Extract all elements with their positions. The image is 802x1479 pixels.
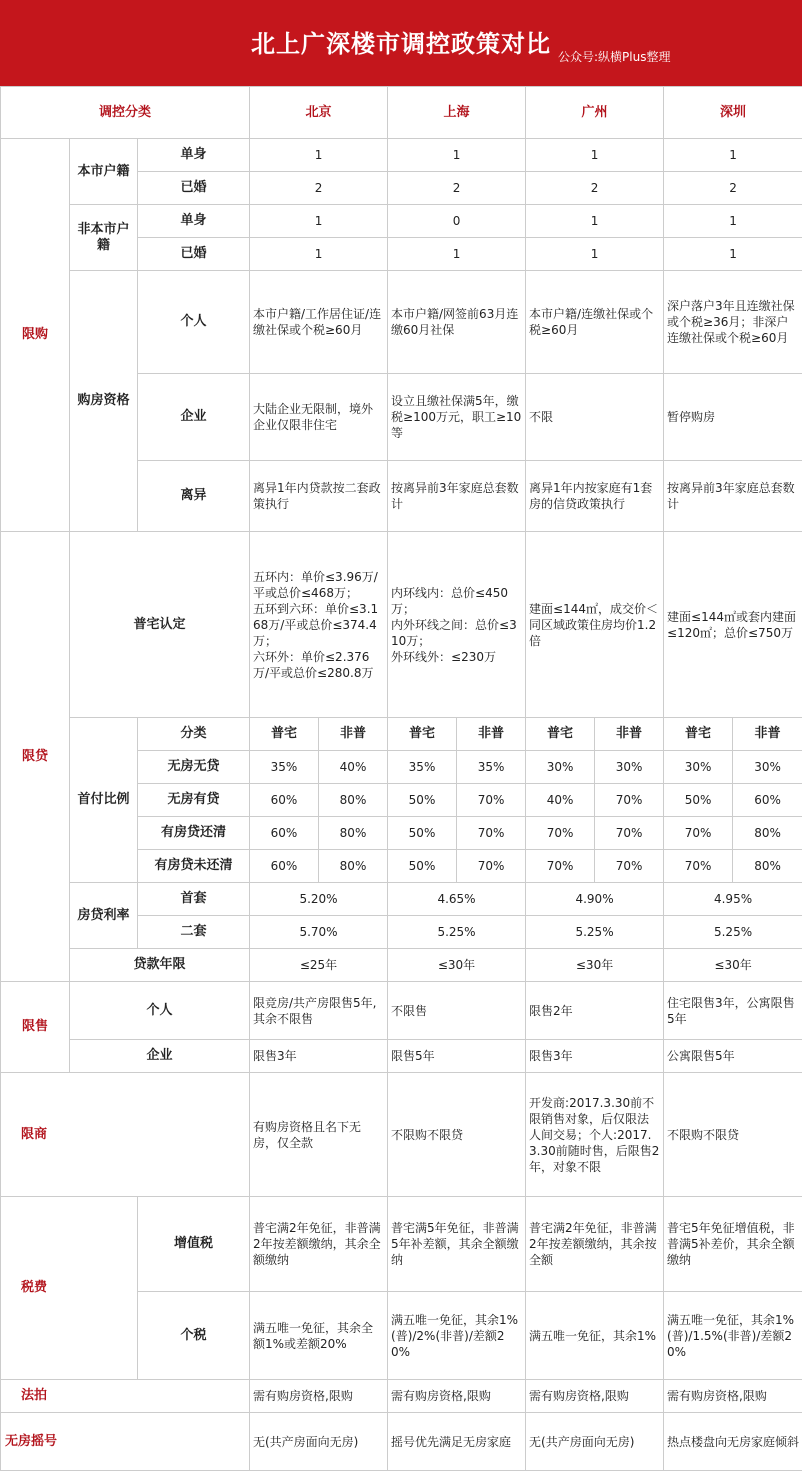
table-cell: 60% (250, 784, 319, 817)
table-cell: 30% (526, 751, 595, 784)
table-cell: 需有购房资格,限购 (664, 1380, 802, 1413)
section-label-judicial-auction: 法拍 (1, 1380, 250, 1413)
row-label: 已婚 (138, 172, 250, 205)
table-cell: 35% (250, 751, 319, 784)
table-cell: 60% (250, 817, 319, 850)
table-cell: 4.90% (526, 883, 664, 916)
source-credit: 公众号:纵横Plus整理 (558, 50, 671, 64)
table-cell: 70% (664, 817, 733, 850)
section-label-commercial-limit: 限商 (1, 1073, 250, 1197)
table-cell: 70% (457, 817, 526, 850)
row-label: 单身 (138, 205, 250, 238)
table-cell: 1 (664, 205, 802, 238)
table-cell: 70% (664, 850, 733, 883)
section-label-loan-limit: 限贷 (1, 532, 70, 982)
table-cell: 摇号优先满足无房家庭 (388, 1413, 526, 1471)
table-row (1, 1040, 802, 1073)
table-cell: 5.25% (664, 916, 802, 949)
row-label: 无房无贷 (138, 751, 250, 784)
table-cell: 70% (526, 850, 595, 883)
table-cell: 限售3年 (250, 1040, 388, 1073)
row-label: 贷款年限 (70, 949, 250, 982)
row-label: 个人 (70, 982, 250, 1040)
table-cell: ≤30年 (388, 949, 526, 982)
table-cell: 限竞房/共产房限售5年,其余不限售 (250, 982, 388, 1040)
table-row (1, 883, 802, 916)
table-cell: 60% (733, 784, 802, 817)
table-cell: 30% (595, 751, 664, 784)
table-row (1, 139, 802, 172)
table-cell: 1 (526, 139, 664, 172)
table-cell: 非普 (319, 718, 388, 751)
table-cell: 50% (388, 784, 457, 817)
city-header-shenzhen: 深圳 (664, 87, 802, 139)
row-group-nonlocal-hukou: 非本市户籍 (70, 205, 138, 271)
city-header-guangzhou: 广州 (526, 87, 664, 139)
table-cell: 30% (664, 751, 733, 784)
table-cell: 普宅 (526, 718, 595, 751)
row-label: 有房贷未还清 (138, 850, 250, 883)
table-cell: 按离异前3年家庭总套数计 (664, 461, 802, 532)
table-row (1, 718, 802, 751)
table-cell: 80% (319, 850, 388, 883)
table-row (1, 982, 802, 1040)
policy-table (0, 86, 802, 1471)
table-cell: ≤30年 (526, 949, 664, 982)
table-cell: 0 (388, 205, 526, 238)
table-cell: 不限购不限贷 (388, 1073, 526, 1197)
table-cell: 无(共产房面向无房) (250, 1413, 388, 1471)
table-cell: ≤30年 (664, 949, 802, 982)
table-cell: 1 (664, 139, 802, 172)
table-cell: 离异1年内按家庭有1套房的信贷政策执行 (526, 461, 664, 532)
table-cell: 80% (319, 817, 388, 850)
table-cell: 需有购房资格,限购 (250, 1380, 388, 1413)
table-cell: 35% (457, 751, 526, 784)
table-cell: 1 (388, 139, 526, 172)
table-cell: 2 (526, 172, 664, 205)
city-header-shanghai: 上海 (388, 87, 526, 139)
table-cell: 无(共产房面向无房) (526, 1413, 664, 1471)
table-row (1, 1197, 802, 1292)
row-label: 二套 (138, 916, 250, 949)
table-cell: 普宅5年免征增值税，非普满5补差价，其余全额缴纳 (664, 1197, 802, 1292)
table-cell: 开发商:2017.3.30前不限销售对象，后仅限法人间交易；个人:2017.3.30前随时售，后限售2年，对象不限 (526, 1073, 664, 1197)
table-cell: 1 (526, 205, 664, 238)
table-row (1, 1073, 802, 1197)
table-cell: 1 (388, 238, 526, 271)
table-cell: 满五唯一免征，其余全额1%或差额20% (250, 1292, 388, 1380)
section-label-purchase-limit: 限购 (1, 139, 70, 532)
table-cell: 不限购不限贷 (664, 1073, 802, 1197)
table-cell: 70% (457, 850, 526, 883)
table-cell: 满五唯一免征，其余1%(普)/2%(非普)/差额20% (388, 1292, 526, 1380)
table-cell: 1 (526, 238, 664, 271)
table-cell: 满五唯一免征，其余1% (526, 1292, 664, 1380)
table-cell: 5.25% (388, 916, 526, 949)
row-label: 有房贷还清 (138, 817, 250, 850)
table-cell: 按离异前3年家庭总套数计 (388, 461, 526, 532)
table-row (1, 205, 802, 238)
table-cell: 4.65% (388, 883, 526, 916)
category-header: 调控分类 (1, 87, 250, 139)
section-label-resale-limit: 限售 (1, 982, 70, 1073)
row-group-local-hukou: 本市户籍 (70, 139, 138, 205)
table-cell: 本市户籍/连缴社保或个税≥60月 (526, 271, 664, 374)
table-cell: 40% (526, 784, 595, 817)
table-cell: 1 (250, 238, 388, 271)
table-cell: 普宅 (388, 718, 457, 751)
row-label: 单身 (138, 139, 250, 172)
table-cell: 公寓限售5年 (664, 1040, 802, 1073)
table-cell: 需有购房资格,限购 (526, 1380, 664, 1413)
table-row (1, 532, 802, 718)
table-cell: 非普 (457, 718, 526, 751)
table-cell: 35% (388, 751, 457, 784)
table-cell: 1 (250, 205, 388, 238)
table-cell: 普宅满2年免征，非普满2年按差额缴纳，其余按全额 (526, 1197, 664, 1292)
row-label: 无房有贷 (138, 784, 250, 817)
table-cell: 非普 (595, 718, 664, 751)
table-cell: 50% (664, 784, 733, 817)
table-cell: 70% (595, 784, 664, 817)
table-cell: 普宅 (664, 718, 733, 751)
row-group-mortgage-rate: 房贷利率 (70, 883, 138, 949)
table-cell: 限售3年 (526, 1040, 664, 1073)
table-cell: 设立且缴社保满5年，缴税≥100万元，职工≥10等 (388, 374, 526, 461)
table-cell: 普宅满2年免征，非普满2年按差额缴纳，其余全额缴纳 (250, 1197, 388, 1292)
table-cell: 5.70% (250, 916, 388, 949)
table-cell: 深户落户3年且连缴社保或个税≥36月；非深户连缴社保或个税≥60月 (664, 271, 802, 374)
row-label: 个人 (138, 271, 250, 374)
table-cell: ≤25年 (250, 949, 388, 982)
page-title: 北上广深楼市调控政策对比 (251, 30, 551, 58)
row-label: 普宅认定 (70, 532, 250, 718)
table-cell: 本市户籍/网签前63月连缴60月社保 (388, 271, 526, 374)
table-cell: 2 (250, 172, 388, 205)
table-cell: 限售5年 (388, 1040, 526, 1073)
row-label: 已婚 (138, 238, 250, 271)
row-label: 企业 (70, 1040, 250, 1073)
row-label: 个税 (138, 1292, 250, 1380)
table-row (1, 949, 802, 982)
table-cell: 普宅 (250, 718, 319, 751)
row-label: 首套 (138, 883, 250, 916)
table-cell: 70% (595, 817, 664, 850)
table-cell: 50% (388, 850, 457, 883)
table-cell: 5.25% (526, 916, 664, 949)
section-label-taxes: 税费 (1, 1197, 138, 1380)
table-cell: 满五唯一免征，其余1%(普)/1.5%(非普)/差额20% (664, 1292, 802, 1380)
table-cell: 大陆企业无限制，境外企业仅限非住宅 (250, 374, 388, 461)
table-cell: 80% (319, 784, 388, 817)
table-row (1, 1413, 802, 1471)
row-label: 分类 (138, 718, 250, 751)
table-cell: 本市户籍/工作居住证/连缴社保或个税≥60月 (250, 271, 388, 374)
table-row (1, 271, 802, 374)
row-label: 企业 (138, 374, 250, 461)
table-cell: 暂停购房 (664, 374, 802, 461)
row-group-down-payment: 首付比例 (70, 718, 138, 883)
section-label-lottery: 无房摇号 (1, 1413, 250, 1471)
table-cell: 80% (733, 850, 802, 883)
table-cell: 50% (388, 817, 457, 850)
table-cell: 热点楼盘向无房家庭倾斜 (664, 1413, 802, 1471)
table-cell: 内环线内：总价≤450万； 内外环线之间：总价≤310万； 外环线外：≤230万 (388, 532, 526, 718)
table-cell: 2 (388, 172, 526, 205)
header-banner (0, 0, 802, 86)
table-cell: 普宅满5年免征，非普满5年补差额，其余全额缴纳 (388, 1197, 526, 1292)
table-cell: 4.95% (664, 883, 802, 916)
city-header-beijing: 北京 (250, 87, 388, 139)
table-cell: 80% (733, 817, 802, 850)
table-cell: 5.20% (250, 883, 388, 916)
table-cell: 不限售 (388, 982, 526, 1040)
table-cell: 2 (664, 172, 802, 205)
table-cell: 40% (319, 751, 388, 784)
table-cell: 非普 (733, 718, 802, 751)
table-cell: 住宅限售3年，公寓限售5年 (664, 982, 802, 1040)
row-group-qualification: 购房资格 (70, 271, 138, 532)
table-cell: 建面≤144㎡或套内建面≤120㎡；总价≤750万 (664, 532, 802, 718)
table-cell: 1 (250, 139, 388, 172)
table-cell: 60% (250, 850, 319, 883)
table-cell: 1 (664, 238, 802, 271)
table-cell: 70% (457, 784, 526, 817)
table-cell: 建面≤144㎡，成交价＜同区域政策住房均价1.2倍 (526, 532, 664, 718)
table-cell: 70% (595, 850, 664, 883)
table-cell: 70% (526, 817, 595, 850)
column-header-row (1, 87, 802, 139)
row-label: 离异 (138, 461, 250, 532)
row-label: 增值税 (138, 1197, 250, 1292)
table-cell: 30% (733, 751, 802, 784)
table-cell: 需有购房资格,限购 (388, 1380, 526, 1413)
table-cell: 有购房资格且名下无房，仅全款 (250, 1073, 388, 1197)
table-cell: 限售2年 (526, 982, 664, 1040)
table-cell: 五环内：单价≤3.96万/平或总价≤468万； 五环到六环：单价≤3.168万/平或总价≤374.4万； 六环外：单价≤2.376万/平或总价≤280.8万 (250, 532, 388, 718)
table-cell: 离异1年内贷款按二套政策执行 (250, 461, 388, 532)
table-row (1, 1380, 802, 1413)
table-cell: 不限 (526, 374, 664, 461)
